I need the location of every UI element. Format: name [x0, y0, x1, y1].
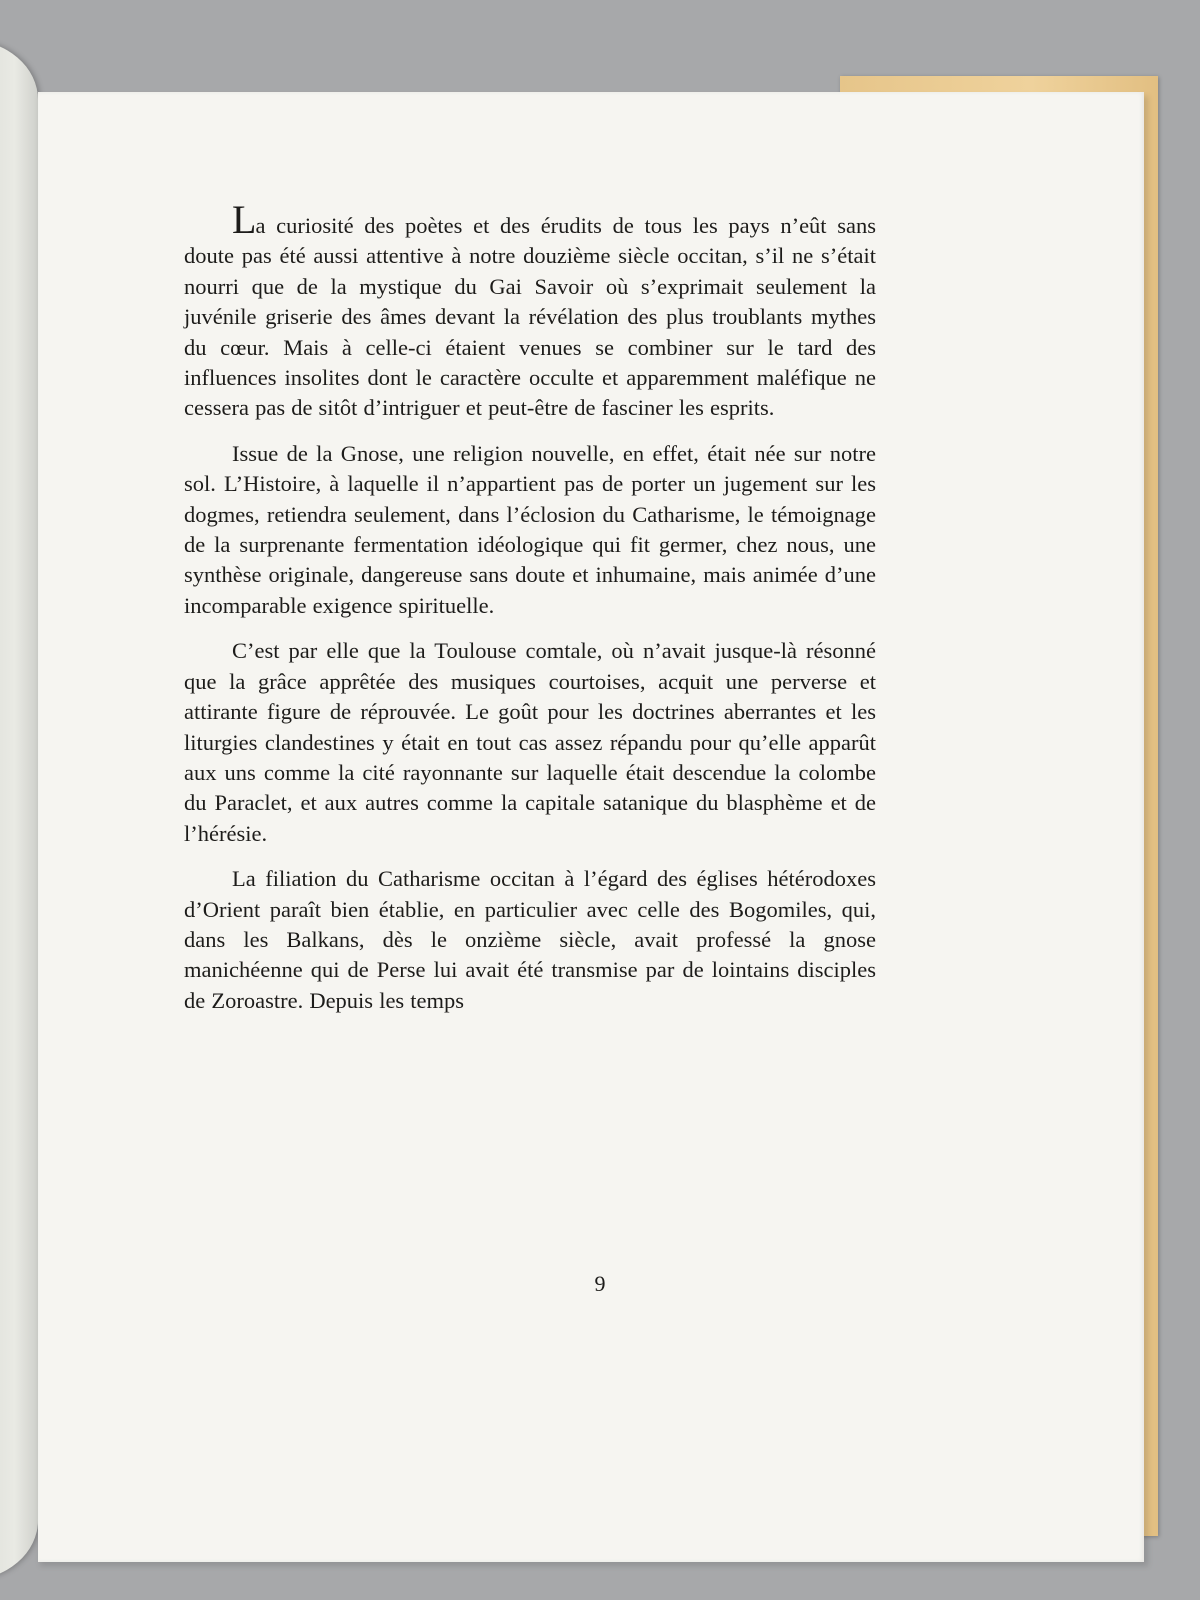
paragraph-1 [184, 197, 876, 424]
page-number: 9 [594, 1271, 606, 1296]
drop-cap: L [232, 197, 256, 242]
paragraph-3: C’est par elle que la Toulouse comtale, où n’avait jusque-là résonné que la grâce apprêtée des musiques courtoises, acquit une perverse et attirante figure de réprouvée. Le goût pour les doctrines aberrantes et les liturgies clandestines y était en tout cas assez répandu pour qu’elle apparût aux uns comme la cité rayonnante sur laquelle était descendue la colombe du Paraclet, et aux autres comme la capitale satanique du blasphème et de l’hérésie. [184, 638, 876, 846]
body-text [184, 197, 876, 1031]
paragraph-4: La filiation du Catharisme occitan à l’égard des églises hétérodoxes d’Orient paraît bien établie, en particulier avec celle des Bogomiles, qui, dans les Balkans, dès le onzième siècle, avait professé la gnose manichéenne qui de Perse lui avait été transmise par de lointains disciples de Zoroastre. Depuis les temps [184, 866, 876, 1013]
paragraph-1-text: a curiosité des poètes et des érudits de tous les pays n’eût sans doute pas été aussi attentive à notre douzième siècle occitan, s’il ne s’était nourri que de la mystique du Gai Savoir où s’exprimait seulement la juvénile griserie des âmes devant la révélation des plus troublants mythes du cœur. Mais à celle-ci étaient venues se combiner sur le tard des influences insolites dont le caractère occulte et apparemment maléfique ne cessera pas de sitôt d’intriguer et peut-être de fasciner les esprits. [184, 213, 876, 421]
paragraph-2: Issue de la Gnose, une religion nouvelle, en effet, était née sur notre sol. L’Histoire, à laquelle il n’appartient pas de porter un jugement sur les dogmes, retiendra seulement, dans l’éclosion du Catharisme, le témoignage de la surprenante fermentation idéologique qui fit germer, chez nous, une synthèse originale, dangereuse sans doute et inhumaine, mais animée d’une incomparable exigence spirituelle. [184, 440, 876, 618]
facing-page-edge [0, 40, 38, 1580]
